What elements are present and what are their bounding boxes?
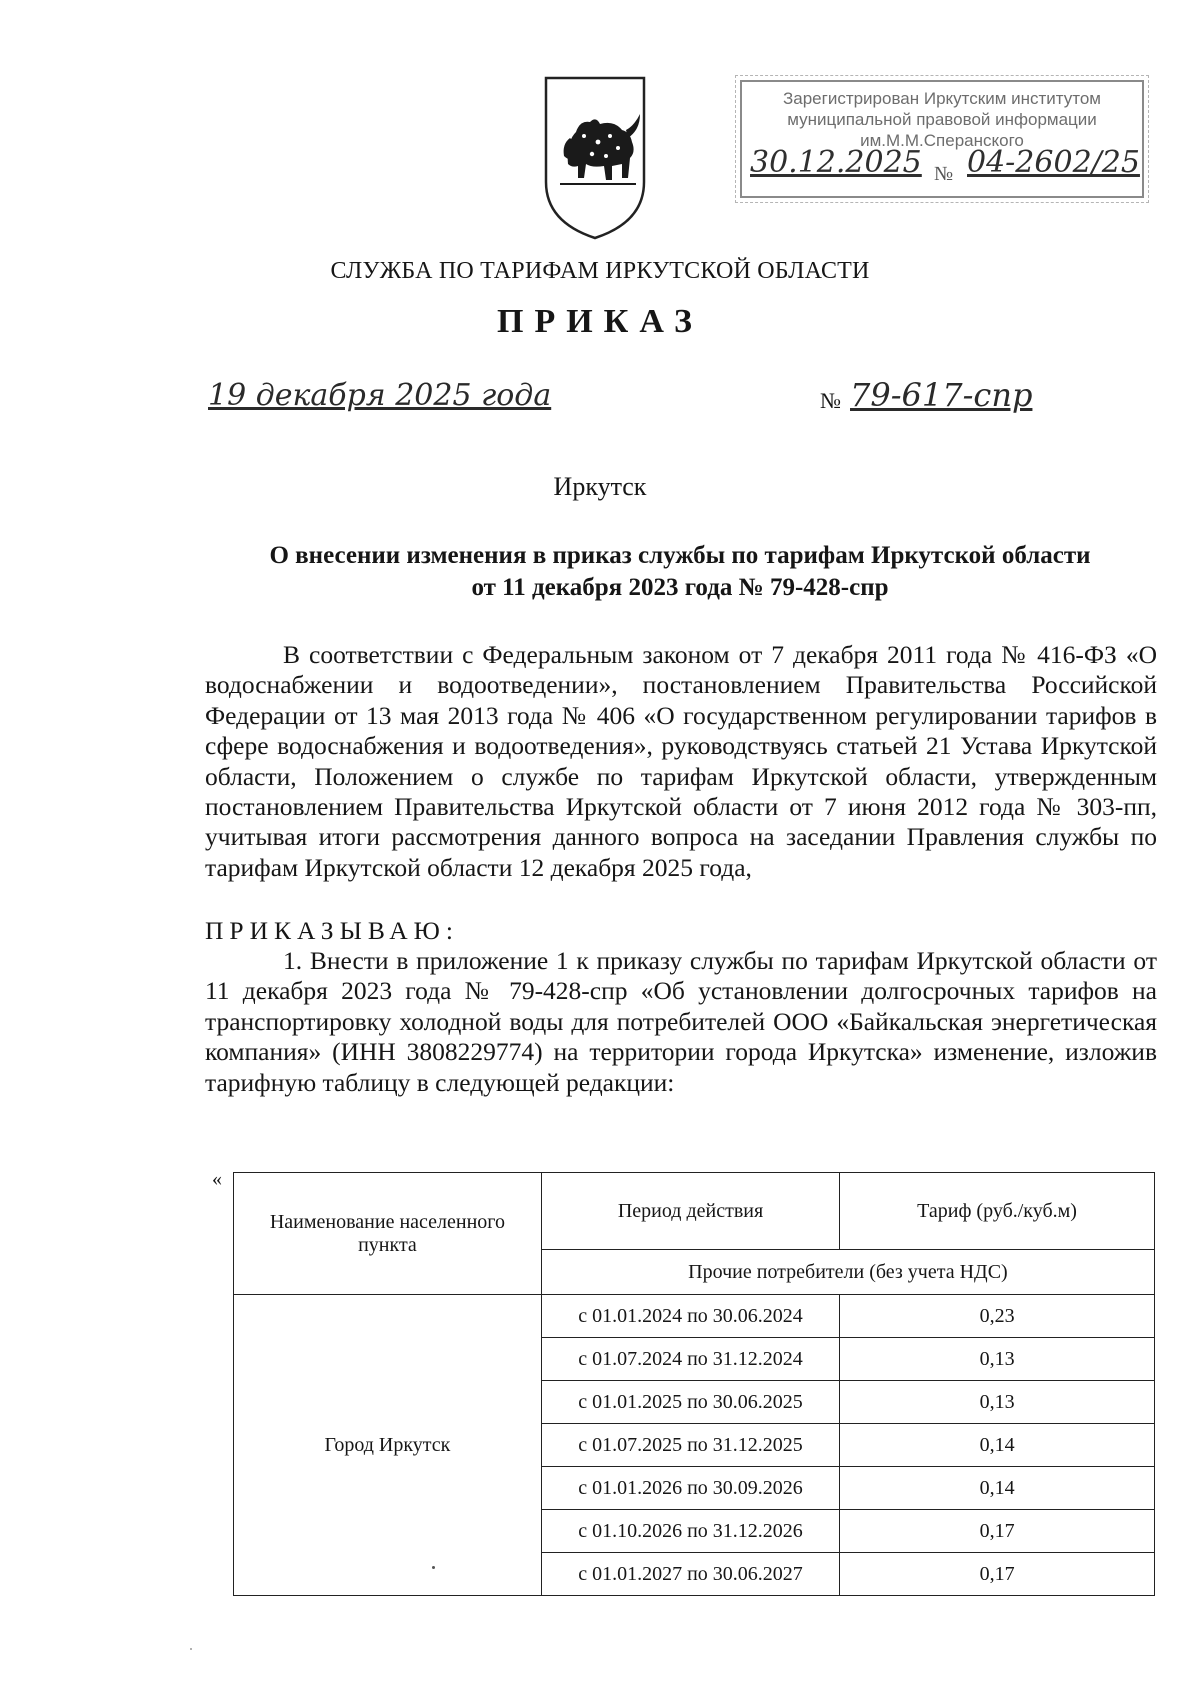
order-number: 79-617-спр bbox=[850, 376, 1033, 414]
header-locality: Наименование населенного пункта bbox=[234, 1173, 542, 1295]
order-heading bbox=[200, 540, 1160, 604]
tariff-cell: 0,13 bbox=[840, 1381, 1155, 1424]
heading-line-2: от 11 декабря 2023 года № 79-428-спр bbox=[471, 574, 889, 601]
order-word: ПРИКАЗЫВАЮ: bbox=[205, 916, 459, 945]
document-type-title: ПРИКАЗ bbox=[497, 303, 703, 340]
stamp-date: 30.12.2025 bbox=[750, 145, 922, 180]
preamble-paragraph: В соответствии с Федеральным законом от 7 декабря 2011 года № 416-ФЗ «О водоснабжении и водоотведении», постановлением Правительства Российской Федерации от 13 мая 2013 года № 406 «О государственном регулировании тарифов в сфере водоснабжения и водоотведения», руководствуясь статьей 21 Устава Иркутской области, Положением о службе по тарифам Иркутской области, утвержденным постановлением Правительства Иркутской области от 7 июня 2012 года № 303-пп, учитывая итоги рассмотрения данного вопроса на заседании Правления службы по тарифам Иркутской области 12 декабря 2025 года, bbox=[205, 640, 1157, 882]
city-name: Иркутск bbox=[553, 472, 647, 501]
stamp-number-label: № bbox=[934, 163, 954, 185]
period-cell: с 01.07.2024 по 31.12.2024 bbox=[541, 1338, 839, 1381]
agency-name: СЛУЖБА ПО ТАРИФАМ ИРКУТСКОЙ ОБЛАСТИ bbox=[330, 258, 870, 284]
locality-cell: Город Иркутск bbox=[234, 1295, 542, 1596]
period-cell: с 01.01.2025 по 30.06.2025 bbox=[541, 1381, 839, 1424]
period-cell: с 01.01.2024 по 30.06.2024 bbox=[541, 1295, 839, 1338]
order-number-label: № bbox=[820, 388, 841, 413]
tariff-cell: 0,17 bbox=[840, 1553, 1155, 1596]
tariff-cell: 0,17 bbox=[840, 1510, 1155, 1553]
period-cell: с 01.01.2026 по 30.09.2026 bbox=[541, 1467, 839, 1510]
opening-quote: « bbox=[212, 1168, 222, 1190]
registration-stamp bbox=[740, 80, 1144, 198]
tariff-cell: 0,14 bbox=[840, 1424, 1155, 1467]
stamp-number: 04-2602/25 bbox=[967, 145, 1140, 180]
stamp-line-2: муниципальной правовой информации bbox=[787, 110, 1097, 129]
stamp-line-3: им.М.М.Сперанского bbox=[860, 131, 1024, 150]
period-cell: с 01.07.2025 по 31.12.2025 bbox=[541, 1424, 839, 1467]
tariff-cell: 0,13 bbox=[840, 1338, 1155, 1381]
header-tariff: Тариф (руб./куб.м) bbox=[840, 1173, 1155, 1250]
tariff-cell: 0,14 bbox=[840, 1467, 1155, 1510]
coat-of-arms-emblem bbox=[540, 72, 650, 242]
order-date: 19 декабря 2025 года bbox=[208, 378, 552, 413]
stamp-line-1: Зарегистрирован Иркутским институтом bbox=[782, 89, 1101, 108]
header-period: Период действия bbox=[541, 1173, 839, 1250]
table-header-row bbox=[234, 1173, 1155, 1250]
period-cell: с 01.01.2027 по 30.06.2027 bbox=[541, 1553, 839, 1596]
tariff-cell: 0,23 bbox=[840, 1295, 1155, 1338]
scan-speck bbox=[432, 1566, 435, 1569]
period-cell: с 01.10.2026 по 31.12.2026 bbox=[541, 1510, 839, 1553]
subheader-consumers: Прочие потребители (без учета НДС) bbox=[541, 1250, 1154, 1295]
heading-line-1: О внесении изменения в приказ службы по тарифам Иркутской области bbox=[269, 542, 1091, 569]
table-row bbox=[234, 1295, 1155, 1338]
scan-speck bbox=[190, 1648, 192, 1650]
clause-1-paragraph: 1. Внести в приложение 1 к приказу службы по тарифам Иркутской области от 11 декабря 2023 года № 79-428-спр «Об установлении долгосрочных тарифов на транспортировку холодной воды для потребителей ООО «Байкальская энергетическая компания» (ИНН 3808229774) на территории города Иркутска» изменение, изложив тарифную таблицу в следующей редакции: bbox=[205, 946, 1157, 1097]
tariff-table bbox=[233, 1172, 1155, 1596]
